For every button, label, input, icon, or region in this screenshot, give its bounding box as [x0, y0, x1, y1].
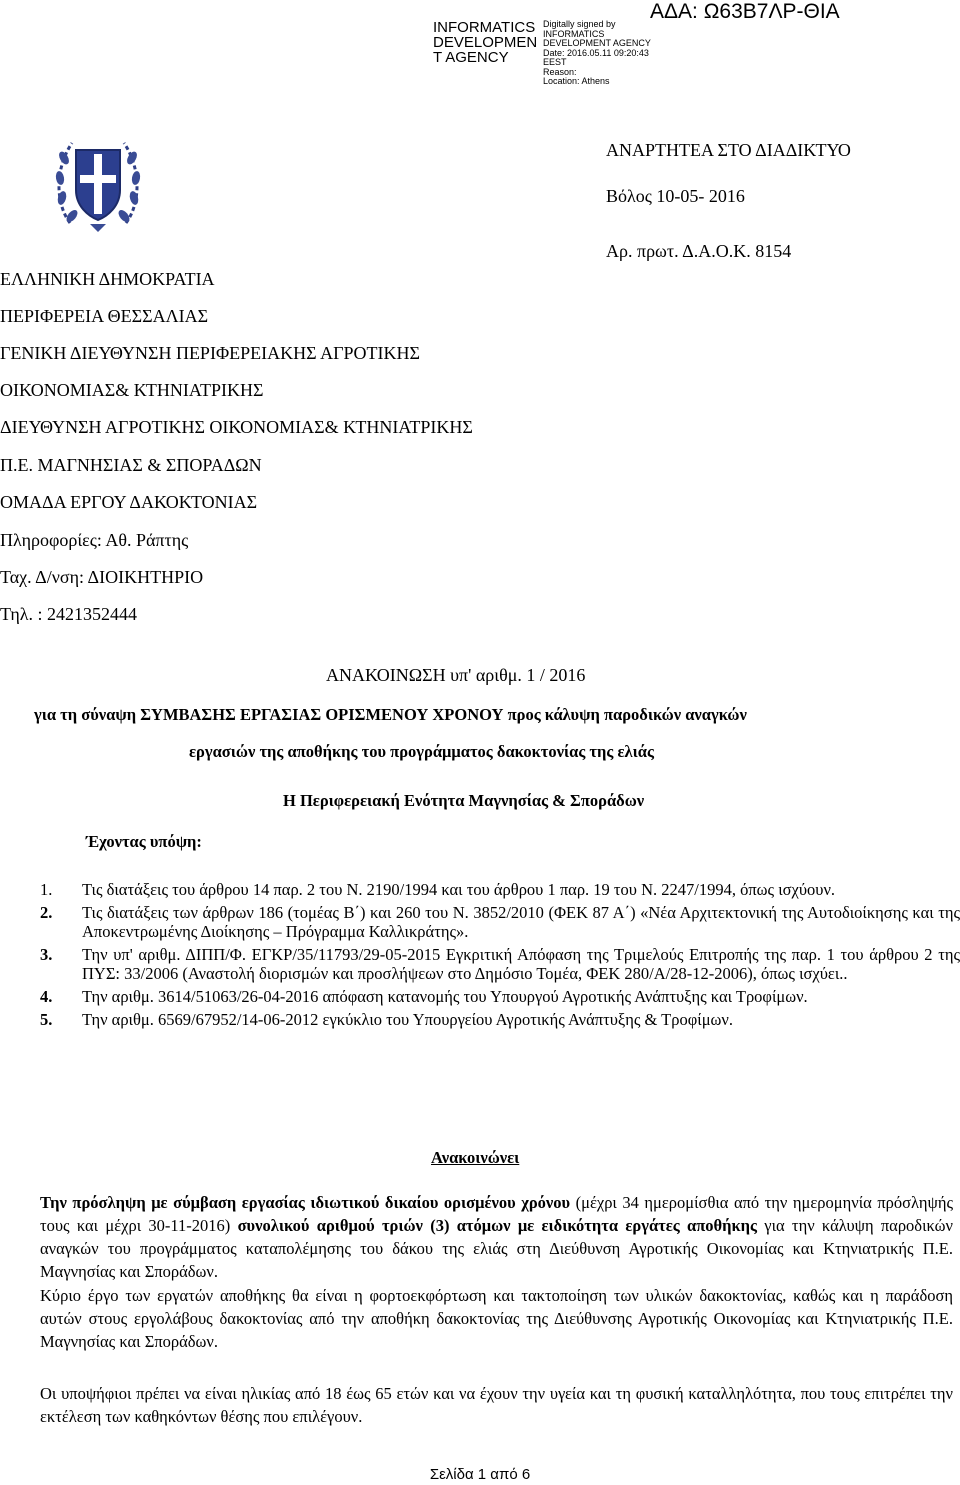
- signer-line: INFORMATICS: [433, 19, 536, 36]
- emphasis-text: Την πρόσληψη με σύμβαση εργασίας ιδιωτικού δικαίου ορισμένου χρόνου: [40, 1193, 571, 1212]
- sig-detail: Digitally signed by: [543, 19, 616, 29]
- list-text: Την αριθμ. 3614/51063/26-04-2016 απόφαση κατανομής του Υπουργού Αγροτικής Ανάπτυξης και Τροφίμων.: [82, 987, 808, 1006]
- contact-info: Πληροφορίες: Αθ. Ράπτης: [0, 530, 189, 550]
- list-number: 2.: [40, 903, 53, 922]
- list-item: [40, 987, 960, 1006]
- signer-line: T AGENCY: [433, 49, 509, 66]
- ada-code: ΑΔΑ: Ω63Β7ΛΡ-ΘΙΑ: [650, 0, 840, 23]
- body-paragraph-2: Κύριο έργο των εργατών αποθήκης θα είναι η φορτοεκφόρτωση και τακτοποίηση των υλικών δακοκτονίας, καθώς και η παράδοση αυτών στους εργολάβους δακοκτονίας από την αποθήκη δακοκτονίας της Διεύθυνσης Αγροτικής Οικονομίας και Κτηνιατρικής Π.Ε. Μαγνησίας και Σποράδων.: [40, 1286, 953, 1351]
- phone: Τηλ. : 2421352444: [0, 604, 137, 624]
- body-paragraph-3: Οι υποψήφιοι πρέπει να είναι ηλικίας από 18 έως 65 ετών και να έχουν την υγεία και τη φυσική καταλληλότητα, που τους επιτρέπει την εκτέλεση των καθηκόντων θέσης που επιλέγουν.: [40, 1384, 953, 1426]
- announcement-title: ΑΝΑΚΟΙΝΩΣΗ υπ' αριθμ. 1 / 2016: [326, 665, 586, 685]
- list-item: [40, 880, 960, 899]
- sig-detail: INFORMATICS: [543, 28, 605, 39]
- list-number: 4.: [40, 987, 53, 1006]
- announces-heading: Ανακοινώνει: [431, 1148, 520, 1167]
- address: Ταχ. Δ/νση: ΔΙΟΙΚΗΤΗΡΙΟ: [0, 567, 204, 587]
- considerations-list: [40, 880, 960, 1029]
- list-text: Τις διατάξεις του άρθρου 14 παρ. 2 του Ν. 2190/1994 και του άρθρου 1 παρ. 19 του Ν. 2247/1994, όπως ισχύουν.: [82, 880, 836, 899]
- sig-detail: Location: Athens: [543, 76, 610, 86]
- header-line: ΕΛΛΗΝΙΚΗ ΔΗΜΟΚΡΑΤΙΑ: [0, 269, 215, 289]
- list-text: Την αριθμ. 6569/67952/14-06-2012 εγκύκλιο του Υπουργείου Αγροτικής Ανάπτυξης & Τροφίμων.: [82, 1010, 734, 1029]
- list-text: Την υπ' αριθμ. ΔΙΠΠ/Φ. ΕΓΚΡ/35/11793/29-05-2015 Εγκριτική Απόφαση της Τριμελούς Επιτροπής της παρ. 1 του άρθρου 2 της ΠΥΣ: 33/2006 (Αναστολή διορισμών και προσλήψεων στο Δημόσιο Τομέα, ΦΕΚ 280/Α/28-12-2006), όπως ισχύει..: [82, 945, 960, 983]
- sig-detail: DEVELOPMENT AGENCY: [543, 38, 651, 48]
- emphasis-text: συνολικού αριθμού τριών (3) ατόμων με ειδικότητα εργάτες αποθήκης: [237, 1216, 758, 1235]
- header-line: ΓΕΝΙΚΗ ΔΙΕΥΘΥΝΣΗ ΠΕΡΙΦΕΡΕΙΑΚΗΣ ΑΓΡΟΤΙΚΗΣ: [0, 343, 420, 363]
- list-number: 5.: [40, 1010, 53, 1029]
- signature-signer: [433, 20, 537, 65]
- signer-line: DEVELOPMEN: [433, 34, 538, 51]
- list-item: [40, 903, 960, 941]
- having-regard-heading: Έχοντας υπόψη:: [86, 832, 202, 851]
- list-number: 3.: [40, 945, 53, 964]
- list-text: Τις διατάξεις των άρθρων 186 (τομέας Β΄) και 260 του Ν. 3852/2010 (ΦΕΚ 87 Α΄) «Νέα Αρχιτεκτονική της Αυτοδιοίκησης και της Αποκεντρωμένης Διοίκησης – Πρόγραμμα Καλλικράτης».: [82, 903, 960, 941]
- subject-line-2: εργασιών της αποθήκης του προγράμματος δακοκτονίας της ελιάς: [189, 742, 654, 761]
- header-line: Π.Ε. ΜΑΓΝΗΣΙΑΣ & ΣΠΟΡΑΔΩΝ: [0, 455, 262, 475]
- header-line: ΔΙΕΥΘΥΝΣΗ ΑΓΡΟΤΙΚΗΣ ΟΙΚΟΝΟΜΙΑΣ& ΚΤΗΝΙΑΤΡΙΚΗΣ: [0, 417, 473, 437]
- issuing-authority: Η Περιφερειακή Ενότητα Μαγνησίας & Σποράδων: [283, 791, 645, 810]
- header-line: ΟΙΚΟΝΟΜΙΑΣ& ΚΤΗΝΙΑΤΡΙΚΗΣ: [0, 380, 264, 400]
- list-number: 1.: [40, 880, 53, 899]
- body-paragraph-1: [40, 1191, 953, 1283]
- subject-line-1: για τη σύναψη ΣΥΜΒΑΣΗΣ ΕΡΓΑΣΙΑΣ ΟΡΙΣΜΕΝΟΥ ΧΡΟΝΟΥ προς κάλυψη παροδικών αναγκών: [34, 705, 747, 724]
- header-line: ΟΜΑΔΑ ΕΡΓΟΥ ΔΑΚΟΚΤΟΝΙΑΣ: [0, 492, 258, 512]
- place-date: Βόλος 10-05- 2016: [606, 186, 745, 206]
- post-online-note: ΑΝΑΡΤΗΤΕΑ ΣΤΟ ΔΙΑΔΙΚΤΥΟ: [606, 140, 851, 160]
- signature-details: [543, 20, 651, 87]
- page-number: Σελίδα 1 από 6: [429, 1466, 531, 1483]
- protocol-number: Αρ. πρωτ. Δ.Α.Ο.Κ. 8154: [606, 241, 792, 261]
- list-item: [40, 1010, 960, 1029]
- sig-detail: Reason:: [543, 66, 577, 77]
- sig-detail: Date: 2016.05.11 09:20:43: [543, 47, 649, 58]
- sig-detail: EEST: [543, 57, 567, 67]
- body-text: για την κάλυψη παροδικών αναγκών του προγράμματος καταπολέμησης του δάκου της ελιάς στη Διεύθυνση Αγροτικής Οικονομίας και Κτηνιατρικής Π.Ε. Μαγνησίας και Σποράδων.: [40, 1216, 954, 1281]
- list-item: [40, 945, 960, 983]
- header-line: ΠΕΡΙΦΕΡΕΙΑ ΘΕΣΣΑΛΙΑΣ: [0, 306, 209, 326]
- greek-emblem-icon: [50, 128, 146, 238]
- body-text: (μέχρι 34 ημερομίσθια από την ημερομηνία πρόσληψής τους και μέχρι 30-11-2016): [40, 1193, 954, 1235]
